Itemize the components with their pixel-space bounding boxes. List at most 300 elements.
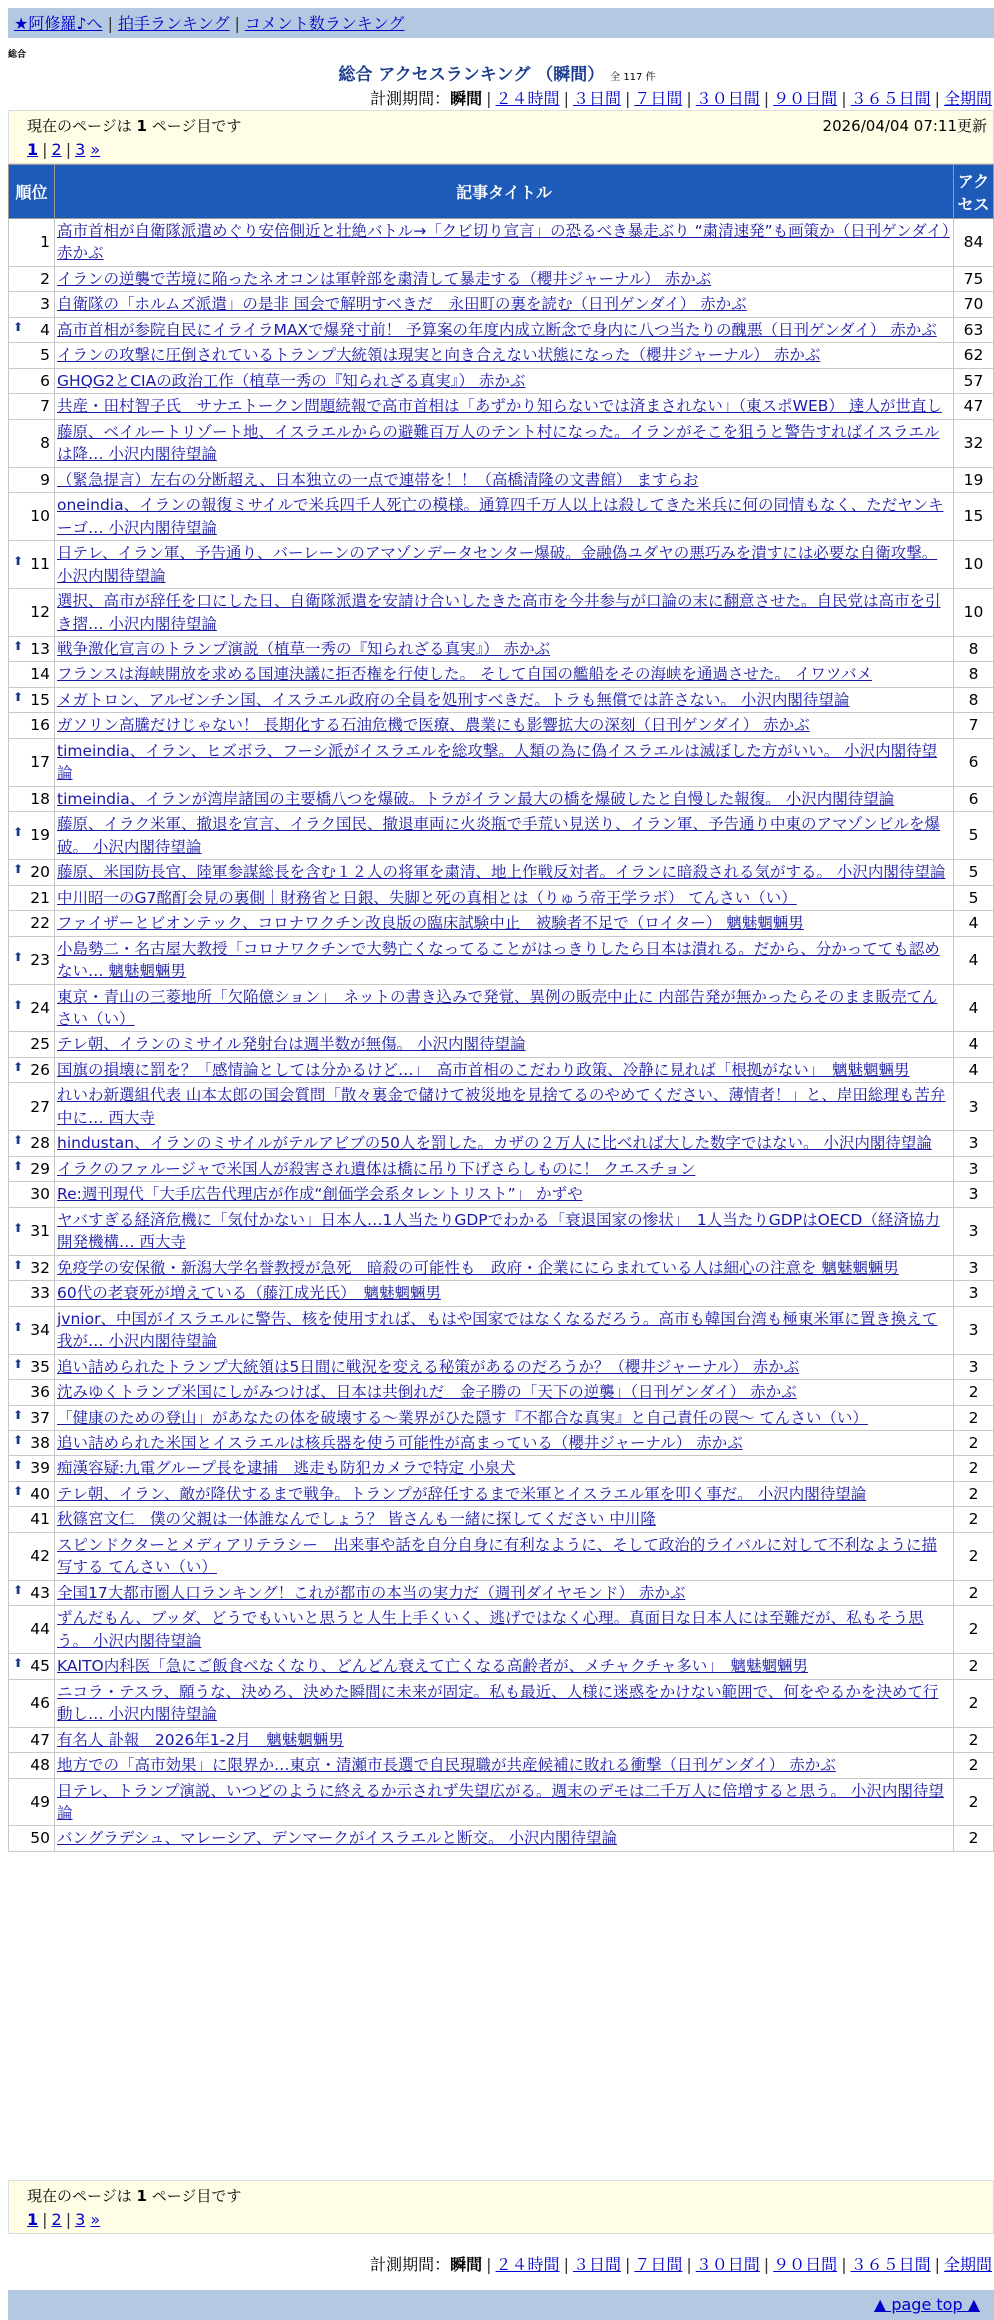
title-cell: [55, 1778, 954, 1826]
rank-number: 27: [30, 1097, 50, 1116]
column-rank: 順位: [9, 165, 55, 219]
table-row: [9, 219, 994, 267]
access-count: 2: [954, 1826, 994, 1851]
access-count: 3: [954, 1156, 994, 1181]
title-cell: [55, 317, 954, 342]
article-link[interactable]: （緊急提言）左右の分断超え、日本独立の一点で連帯を！！（高橋清隆の文書館） ますらお: [57, 470, 699, 489]
rank-cell: [9, 317, 55, 342]
article-link[interactable]: 「健康のための登山」があなたの体を破壊する～業界がひた隠す『不都合な真実』と自己責任の罠～ てんさい（い）: [57, 1408, 868, 1427]
title-cell: [55, 885, 954, 910]
rank-cell: [9, 885, 55, 910]
title-cell: [55, 738, 954, 786]
table-row: [9, 936, 994, 984]
page-title-text: 総合 アクセスランキング （瞬間）: [338, 65, 605, 85]
pager-current[interactable]: 1: [27, 140, 39, 159]
table-row: [9, 292, 994, 317]
article-link[interactable]: oneindia、イランの報復ミサイルで米兵四千人死亡の模様。通算四千万人以上は殺してきた米兵に何の同情もなく、ただヤンキーゴ… 小沢内閣待望論: [57, 496, 944, 537]
comment-ranking-link[interactable]: コメント数ランキング: [244, 14, 405, 33]
access-count: 2: [954, 1532, 994, 1580]
rank-number: 50: [30, 1829, 50, 1848]
article-link[interactable]: 免疫学の安保徹・新潟大学名誉教授が急死 暗殺の可能性も 政府・企業ににらまれている人は細心の注意を 魑魅魍魎男: [57, 1258, 899, 1277]
rank-cell: [9, 1430, 55, 1455]
rank-number: 13: [30, 639, 50, 658]
title-cell: [55, 911, 954, 936]
table-row: [9, 1778, 994, 1826]
title-cell: [55, 1083, 954, 1131]
table-row: [9, 713, 994, 738]
table-row: [9, 911, 994, 936]
rank-cell: [9, 1507, 55, 1532]
period-separator: |: [686, 89, 692, 108]
access-count: 2: [954, 1778, 994, 1826]
pager-page-3[interactable]: 3: [75, 2210, 86, 2229]
title-cell: [55, 1753, 954, 1778]
title-cell: [55, 1654, 954, 1679]
access-count: 2: [954, 1753, 994, 1778]
article-link[interactable]: ファイザーとビオンテック、コロナワクチン改良版の臨床試験中止 被験者不足で（ロイター） 魑魅魍魎男: [57, 914, 804, 933]
article-link[interactable]: 自衛隊の「ホルムズ派遣」の是非 国会で解明すべきだ 永田町の裏を読む（日刊ゲンダイ） 赤かぶ: [57, 295, 747, 314]
title-cell: [55, 419, 954, 467]
rank-number: 7: [40, 397, 50, 416]
period-link[interactable]: ３日間: [572, 89, 621, 108]
article-link[interactable]: テレ朝、イラン、敵が降伏するまで戦争。トランプが辞任するまで米軍とイスラエル軍を叩く事だ。 小沢内閣待望論: [57, 1484, 867, 1503]
rank-number: 1: [40, 233, 50, 252]
title-cell: [55, 368, 954, 393]
access-count: 7: [954, 713, 994, 738]
period-separator: |: [841, 2255, 847, 2274]
rank-number: 19: [30, 826, 50, 845]
article-link[interactable]: 東京・青山の三菱地所「欠陥億ション」 ネットの書き込みで発覚、異例の販売中止に 内部告発が無かったらそのまま販売てんさい（い）: [57, 987, 938, 1028]
table-row: [9, 419, 994, 467]
table-row: [9, 1057, 994, 1082]
title-cell: [55, 1380, 954, 1405]
title-cell: [55, 786, 954, 811]
pager-next[interactable]: »: [90, 140, 101, 159]
title-cell: [55, 343, 954, 368]
rank-up-arrow-icon: ⬆: [13, 1483, 24, 1498]
rank-cell: [9, 1456, 55, 1481]
table-row: [9, 493, 994, 541]
rank-cell: [9, 1156, 55, 1181]
period-link[interactable]: ９０日間: [773, 89, 838, 108]
title-cell: [55, 812, 954, 860]
article-link[interactable]: timeindia、イラン、ヒズボラ、フーシ派がイスラエルを総攻撃。人類の為に偽イスラエルは滅ぼした方がいい。 小沢内閣待望論: [57, 741, 938, 783]
period-current: 瞬間: [450, 2255, 483, 2274]
rank-number: 22: [30, 914, 50, 933]
rank-cell: [9, 1654, 55, 1679]
access-count: 57: [954, 368, 994, 393]
period-link[interactable]: ３０日間: [695, 2255, 760, 2274]
access-count: 15: [954, 493, 994, 541]
article-link[interactable]: れいわ新選組代表 山本太郎の国会質問「散々裏金で儲けて被災地を見捨てるのやめてください、薄情者！」と、岸田総理も苦弁中に… 西大寺: [57, 1086, 946, 1127]
title-cell: [55, 1580, 954, 1605]
title-cell: [55, 1826, 954, 1851]
table-row: [9, 636, 994, 661]
access-count: 63: [954, 317, 994, 342]
rank-cell: [9, 1727, 55, 1752]
pager-page-3[interactable]: 3: [75, 140, 86, 159]
table-row: [9, 1727, 994, 1752]
title-cell: [55, 687, 954, 712]
access-count: 2: [954, 1430, 994, 1455]
article-link[interactable]: テレ朝、イランのミサイル発射台は週半数が無傷。 小沢内閣待望論: [57, 1035, 526, 1054]
home-link[interactable]: ★阿修羅♪へ: [14, 14, 103, 33]
rank-cell: [9, 266, 55, 291]
access-count: 70: [954, 292, 994, 317]
access-count: 2: [954, 1405, 994, 1430]
period-link[interactable]: ３０日間: [695, 89, 760, 108]
title-cell: [55, 636, 954, 661]
rank-number: 14: [30, 665, 50, 684]
article-link[interactable]: 高市首相が参院自民にイライラMAXで爆発寸前！ 予算案の年度内成立断念で身内に八つ当たりの醜悪（日刊ゲンダイ） 赤かぶ: [57, 320, 937, 339]
title-cell: [55, 1032, 954, 1057]
rank-cell: [9, 541, 55, 589]
title-cell: [55, 1532, 954, 1580]
table-row: [9, 1405, 994, 1430]
rank-cell: [9, 1032, 55, 1057]
table-row: [9, 1131, 994, 1156]
rank-number: 25: [30, 1035, 50, 1054]
rank-cell: [9, 687, 55, 712]
title-cell: [55, 713, 954, 738]
article-link[interactable]: 日テレ、イラン軍、予告通り、バーレーンのアマゾンデータセンター爆破。金融偽ユダヤの悪巧みを潰すには必要な自衛攻撃。 小沢内閣待望論: [57, 544, 938, 585]
column-title: 記事タイトル: [55, 165, 954, 219]
access-count: 10: [954, 589, 994, 637]
table-row: [9, 1430, 994, 1455]
rank-cell: [9, 1255, 55, 1280]
rank-number: 21: [30, 888, 50, 907]
title-cell: [55, 589, 954, 637]
rank-cell: [9, 636, 55, 661]
total-count: 全 117 件: [610, 72, 656, 83]
rank-number: 49: [30, 1792, 50, 1811]
article-link[interactable]: ニコラ・テスラ、願うな、決めろ、決めた瞬間に未来が固定。私も最近、人様に迷惑をかけない範囲で、何をやるかを決めて行動し… 小沢内閣待望論: [57, 1682, 939, 1724]
rank-up-arrow-icon: ⬆: [13, 1158, 24, 1173]
page-indicator-suffix: ページ目です: [151, 2187, 242, 2205]
access-count: 3: [954, 1083, 994, 1131]
title-cell: [55, 1405, 954, 1430]
pager-separator: |: [42, 2210, 48, 2229]
title-cell: [55, 1507, 954, 1532]
period-separator: |: [486, 2255, 492, 2274]
title-cell: [55, 1306, 954, 1354]
article-link[interactable]: 全国17大都市圏人口ランキング！これが都市の本当の実力だ（週刊ダイヤモンド） 赤かぶ: [57, 1583, 686, 1602]
footer-bar: [8, 2290, 994, 2320]
rank-number: 2: [40, 269, 50, 288]
article-link[interactable]: 藤原、ベイルートリゾート地、イスラエルからの避難百万人のテント村になった。イランがそこを狙うと警告すればイスラエルは降… 小沢内閣待望論: [57, 422, 940, 464]
title-cell: [55, 493, 954, 541]
access-count: 3: [954, 1281, 994, 1306]
period-separator: |: [624, 89, 631, 108]
article-link[interactable]: 秋篠宮文仁 僕の父親は一体誰なんでしょう？ 皆さんも一緒に探してください 中川隆: [57, 1510, 656, 1529]
article-link[interactable]: 追い詰められた米国とイスラエルは核兵器を使う可能性が高まっている（櫻井ジャーナル） 赤かぶ: [57, 1433, 743, 1452]
period-link[interactable]: ３６５日間: [850, 2255, 931, 2274]
rank-up-arrow-icon: ⬆: [13, 638, 24, 653]
pager-page-2[interactable]: 2: [51, 140, 62, 159]
rank-cell: [9, 1606, 55, 1654]
table-row: [9, 394, 994, 419]
access-count: 4: [954, 1032, 994, 1057]
table-header: [9, 165, 994, 219]
table-row: [9, 1281, 994, 1306]
pager-page-2[interactable]: 2: [51, 2210, 62, 2229]
title-cell: [55, 1481, 954, 1506]
rank-up-arrow-icon: ⬆: [13, 825, 24, 840]
rank-up-arrow-icon: ⬆: [13, 1059, 24, 1074]
rank-number: 31: [30, 1221, 50, 1240]
page-info-top: [8, 110, 994, 164]
rank-cell: [9, 1580, 55, 1605]
title-cell: [55, 1606, 954, 1654]
rank-number: 8: [40, 433, 50, 452]
rank-number: 47: [30, 1730, 50, 1749]
rank-number: 23: [30, 950, 50, 969]
article-link[interactable]: 追い詰められたトランプ大統領は5日間に戦況を変える秘策があるのだろうか？（櫻井ジャーナル） 赤かぶ: [57, 1357, 800, 1376]
article-link[interactable]: ヤバすぎる経済危機に「気付かない」日本人…1人当たりGDPでわかる「衰退国家の惨状」 1人当たりGDPはOECD（経済協力開発機構… 西大寺: [57, 1210, 940, 1252]
title-cell: [55, 1131, 954, 1156]
access-count: 3: [954, 1354, 994, 1379]
rank-cell: [9, 368, 55, 393]
article-link[interactable]: 痴漢容疑:九電グループ長を逮捕 逃走も防犯カメラで特定 小泉犬: [57, 1459, 516, 1478]
rank-number: 45: [30, 1657, 50, 1676]
period-separator: |: [624, 2255, 631, 2274]
page-top-link[interactable]: ▲ page top ▲: [873, 2295, 980, 2314]
table-row: [9, 589, 994, 637]
period-link[interactable]: ２４時間: [495, 89, 560, 108]
access-count: 4: [954, 984, 994, 1032]
table-row: [9, 1156, 994, 1181]
period-separator: |: [841, 89, 847, 108]
rank-cell: [9, 1057, 55, 1082]
period-selector-top: [370, 86, 992, 110]
article-link[interactable]: GHQG2とCIAの政治工作（植草一秀の『知られざる真実』） 赤かぶ: [57, 371, 526, 390]
access-count: 75: [954, 266, 994, 291]
rank-cell: [9, 394, 55, 419]
period-link[interactable]: 全期間: [943, 2255, 992, 2274]
rank-number: 28: [30, 1134, 50, 1153]
table-row: [9, 266, 994, 291]
title-cell: [55, 984, 954, 1032]
article-link[interactable]: メガトロン、アルゼンチン国、イスラエル政府の全員を処刑すべきだ。トラも無償では許さない。 小沢内閣待望論: [57, 690, 850, 709]
ranking-table: [8, 164, 994, 1852]
rank-number: 26: [30, 1060, 50, 1079]
rank-number: 12: [30, 603, 50, 622]
rank-number: 5: [40, 346, 50, 365]
article-link[interactable]: 選択、高市が辞任を口にした日、自衛隊派遣を安請け合いしたきた高市を今井参与が口論の末に翻意させた。自民党は高市を引き摺… 小沢内閣待望論: [57, 592, 941, 633]
rank-cell: [9, 1207, 55, 1255]
table-row: [9, 812, 994, 860]
article-link[interactable]: ずんだもん、ブッダ、どうでもいいと思うと人生上手くいく、逃げではなく心理。真面目な日本人には至難だが、私もそう思う。 小沢内閣待望論: [57, 1609, 924, 1650]
access-count: 2: [954, 1580, 994, 1605]
title-cell: [55, 1456, 954, 1481]
period-separator: |: [486, 89, 492, 108]
period-link[interactable]: ３６５日間: [850, 89, 931, 108]
article-link[interactable]: 共産・田村智子氏 サナエトークン問題続報で高市首相は「あずかり知らないでは済まされない」（東スポWEB） 達人が世直し: [57, 397, 942, 416]
rank-number: 46: [30, 1693, 50, 1712]
article-link[interactable]: jvnior、中国がイスラエルに警告、核を使用すれば、もはや国家ではなくなるだろう。高市も韓国台湾も極東米軍に置き換えて我が… 小沢内閣待望論: [57, 1309, 938, 1351]
rank-number: 39: [30, 1459, 50, 1478]
article-link[interactable]: ガソリン高騰だけじゃない！ 長期化する石油危機で医療、農業にも影響拡大の深刻（日刊ゲンダイ） 赤かぶ: [57, 716, 810, 735]
rank-number: 15: [30, 690, 50, 709]
article-link[interactable]: 小島勢二・名古屋大教授「コロナワクチンで大勢亡くなってることがはっきりしたら日本は潰れる。だから、分かってても認めない… 魑魅魍魎男: [57, 939, 940, 981]
article-link[interactable]: イラクのファルージャで米国人が殺害され遺体は橋に吊り下げさらしものに！ クエスチョン: [57, 1159, 696, 1178]
rank-cell: [9, 419, 55, 467]
table-row: [9, 1481, 994, 1506]
table-row: [9, 662, 994, 687]
rank-cell: [9, 1131, 55, 1156]
rank-number: 16: [30, 716, 50, 735]
rank-cell: [9, 1753, 55, 1778]
table-row: [9, 1580, 994, 1605]
period-link[interactable]: ２４時間: [495, 2255, 560, 2274]
rank-number: 11: [30, 555, 50, 574]
period-separator: |: [763, 2255, 770, 2274]
table-row: [9, 1456, 994, 1481]
article-link[interactable]: スピンドクターとメディアリテラシー 出来事や話を自分自身に有利なように、そして政治的ライバルに対して不利なように描写する てんさい（い）: [57, 1535, 937, 1577]
access-count: 4: [954, 911, 994, 936]
article-link[interactable]: 日テレ、トランプ演説、いつどのように終えるか示されず失望広がる。週末のデモは二千万人に倍増すると思う。 小沢内閣待望論: [57, 1781, 944, 1822]
column-access: アクセス: [954, 165, 994, 219]
access-count: 2: [954, 1606, 994, 1654]
rank-cell: [9, 1532, 55, 1580]
period-link[interactable]: ７日間: [634, 89, 683, 108]
table-row: [9, 786, 994, 811]
article-link[interactable]: 60代の老衰死が増えている（藤江成光氏） 魑魅魍魎男: [57, 1284, 441, 1303]
article-link[interactable]: 高市首相が自衛隊派遣めぐり安倍側近と壮絶バトル→「クビ切り宣言」の恐るべき暴走ぶり “粛清速発”も画策か（日刊ゲンダイ）赤かぶ: [57, 222, 950, 263]
rank-cell: [9, 589, 55, 637]
article-link[interactable]: 藤原、米国防長官、陸軍参謀総長を含む１２人の将軍を粛清、地上作戦反対者。イランに暗殺される気がする。 小沢内閣待望論: [57, 863, 946, 882]
pager-current[interactable]: 1: [27, 2210, 39, 2229]
article-link[interactable]: フランスは海峡開放を求める国連決議に拒否権を行使した。 そして自国の艦船をその海峡を通過させた。 イワツバメ: [57, 665, 873, 684]
access-count: 8: [954, 687, 994, 712]
access-count: 3: [954, 1207, 994, 1255]
access-count: 2: [954, 1654, 994, 1679]
article-link[interactable]: イランの逆襲で苦境に陥ったネオコンは軍幹部を粛清して暴走する（櫻井ジャーナル） 赤かぶ: [57, 269, 712, 288]
access-count: 2: [954, 1481, 994, 1506]
table-row: [9, 1207, 994, 1255]
rank-up-arrow-icon: ⬆: [13, 1319, 24, 1334]
table-row: [9, 1507, 994, 1532]
pager-separator: |: [42, 140, 48, 159]
rank-cell: [9, 738, 55, 786]
access-count: 2: [954, 1727, 994, 1752]
title-cell: [55, 1281, 954, 1306]
access-count: 4: [954, 1057, 994, 1082]
rank-up-arrow-icon: ⬆: [13, 1356, 24, 1371]
rank-cell: [9, 860, 55, 885]
rank-number: 36: [30, 1383, 50, 1402]
table-row: [9, 687, 994, 712]
article-link[interactable]: バングラデシュ、マレーシア、デンマークがイスラエルと断交。 小沢内閣待望論: [57, 1829, 617, 1848]
period-link[interactable]: ７日間: [634, 2255, 683, 2274]
rank-cell: [9, 1380, 55, 1405]
rank-cell: [9, 292, 55, 317]
period-label: 計測期間：: [370, 89, 451, 108]
rank-number: 18: [30, 789, 50, 808]
pager-next[interactable]: »: [90, 2210, 101, 2229]
rank-number: 24: [30, 998, 50, 1017]
access-count: 3: [954, 1182, 994, 1207]
current-page-number: 1: [136, 117, 147, 135]
article-link[interactable]: イランの攻撃に圧倒されているトランプ大統領は現実と向き合えない状態になった（櫻井ジャーナル） 赤かぶ: [57, 346, 821, 365]
article-link[interactable]: 沈みゆくトランプ米国にしがみつけば、日本は共倒れだ 金子勝の「天下の逆襲」（日刊ゲンダイ） 赤かぶ: [57, 1383, 797, 1402]
table-row: [9, 885, 994, 910]
applause-ranking-link[interactable]: 拍手ランキング: [117, 14, 230, 33]
rank-cell: [9, 493, 55, 541]
table-row: [9, 1679, 994, 1727]
table-row: [9, 1826, 994, 1851]
access-count: 5: [954, 885, 994, 910]
article-link[interactable]: 国旗の損壊に罰を？「感情論としては分かるけど…」 高市首相のこだわり政策、冷静に見れば「根拠がない」 魑魅魍魎男: [57, 1060, 910, 1079]
rank-cell: [9, 1306, 55, 1354]
title-cell: [55, 394, 954, 419]
article-link[interactable]: 地方での「高市効果」に限界か…東京・清瀬市長選で自民現職が共産候補に敗れる衝撃（日刊ゲンダイ） 赤かぶ: [57, 1756, 836, 1775]
access-count: 32: [954, 419, 994, 467]
title-cell: [55, 1727, 954, 1752]
rank-number: 4: [40, 320, 50, 339]
period-separator: |: [686, 2255, 692, 2274]
article-link[interactable]: 藤原、イラク米軍、撤退を宣言、イラク国民、撤退車両に火炎瓶で手荒い見送り、イラン軍、予告通り中東のアマゾンビルを爆破。 小沢内閣待望論: [57, 815, 941, 856]
period-link[interactable]: 全期間: [943, 89, 992, 108]
rank-cell: [9, 786, 55, 811]
article-link[interactable]: 戦争激化宣言のトランプ演説（植草一秀の『知られざる真実』） 赤かぶ: [57, 639, 551, 658]
table-row: [9, 343, 994, 368]
rank-number: 35: [30, 1357, 50, 1376]
access-count: 5: [954, 812, 994, 860]
access-count: 2: [954, 1507, 994, 1532]
rank-cell: [9, 1679, 55, 1727]
access-count: 84: [954, 219, 994, 267]
table-row: [9, 1083, 994, 1131]
article-link[interactable]: timeindia、イランが湾岸諸国の主要橋八つを爆破。トラがイラン最大の橋を爆破したと自慢した報復。 小沢内閣待望論: [57, 789, 895, 808]
page-indicator-suffix: ページ目です: [151, 117, 242, 135]
rank-up-arrow-icon: ⬆: [13, 689, 24, 704]
access-count: 5: [954, 860, 994, 885]
access-count: 47: [954, 394, 994, 419]
current-page-number: 1: [136, 2187, 147, 2205]
title-cell: [55, 1255, 954, 1280]
period-separator: |: [563, 89, 569, 108]
access-count: 2: [954, 1380, 994, 1405]
table-row: [9, 1532, 994, 1580]
rank-up-arrow-icon: ⬆: [13, 319, 24, 334]
pager-top: [27, 140, 975, 159]
period-link[interactable]: ９０日間: [773, 2255, 838, 2274]
rank-up-arrow-icon: ⬆: [13, 862, 24, 877]
title-cell: [55, 1057, 954, 1082]
access-count: 3: [954, 1131, 994, 1156]
rank-number: 34: [30, 1320, 50, 1339]
access-count: 6: [954, 738, 994, 786]
access-count: 8: [954, 636, 994, 661]
article-link[interactable]: Re:週刊現代「大手広告代理店が作成“創価学会系タレントリスト”」 かずや: [57, 1185, 583, 1204]
article-link[interactable]: hindustan、イランのミサイルがテルアビブの50人を罰した。カザの２万人に比べれば大した数字ではない。 小沢内閣待望論: [57, 1134, 932, 1153]
period-current: 瞬間: [450, 89, 483, 108]
article-link[interactable]: 有名人 訃報 2026年1-2月 魑魅魍魎男: [57, 1730, 344, 1749]
period-link[interactable]: ３日間: [572, 2255, 621, 2274]
article-link[interactable]: 中川昭一のG7酩酊会見の裏側｜財務省と日銀、失脚と死の真相とは（りゅう帝王学ラボ） てんさい（い）: [57, 888, 797, 907]
rank-up-arrow-icon: ⬆: [13, 1407, 24, 1422]
table-row: [9, 860, 994, 885]
rank-up-arrow-icon: ⬆: [13, 997, 24, 1012]
access-count: 2: [954, 1679, 994, 1727]
article-link[interactable]: KAITO内科医「急にご飯食べなくなり、どんどん衰えて亡くなる高齢者が、メチャクチャ多い」 魑魅魍魎男: [57, 1657, 809, 1676]
access-count: 8: [954, 662, 994, 687]
nav-separator: |: [107, 14, 113, 33]
table-row: [9, 1306, 994, 1354]
rank-up-arrow-icon: ⬆: [13, 554, 24, 569]
rank-cell: [9, 812, 55, 860]
